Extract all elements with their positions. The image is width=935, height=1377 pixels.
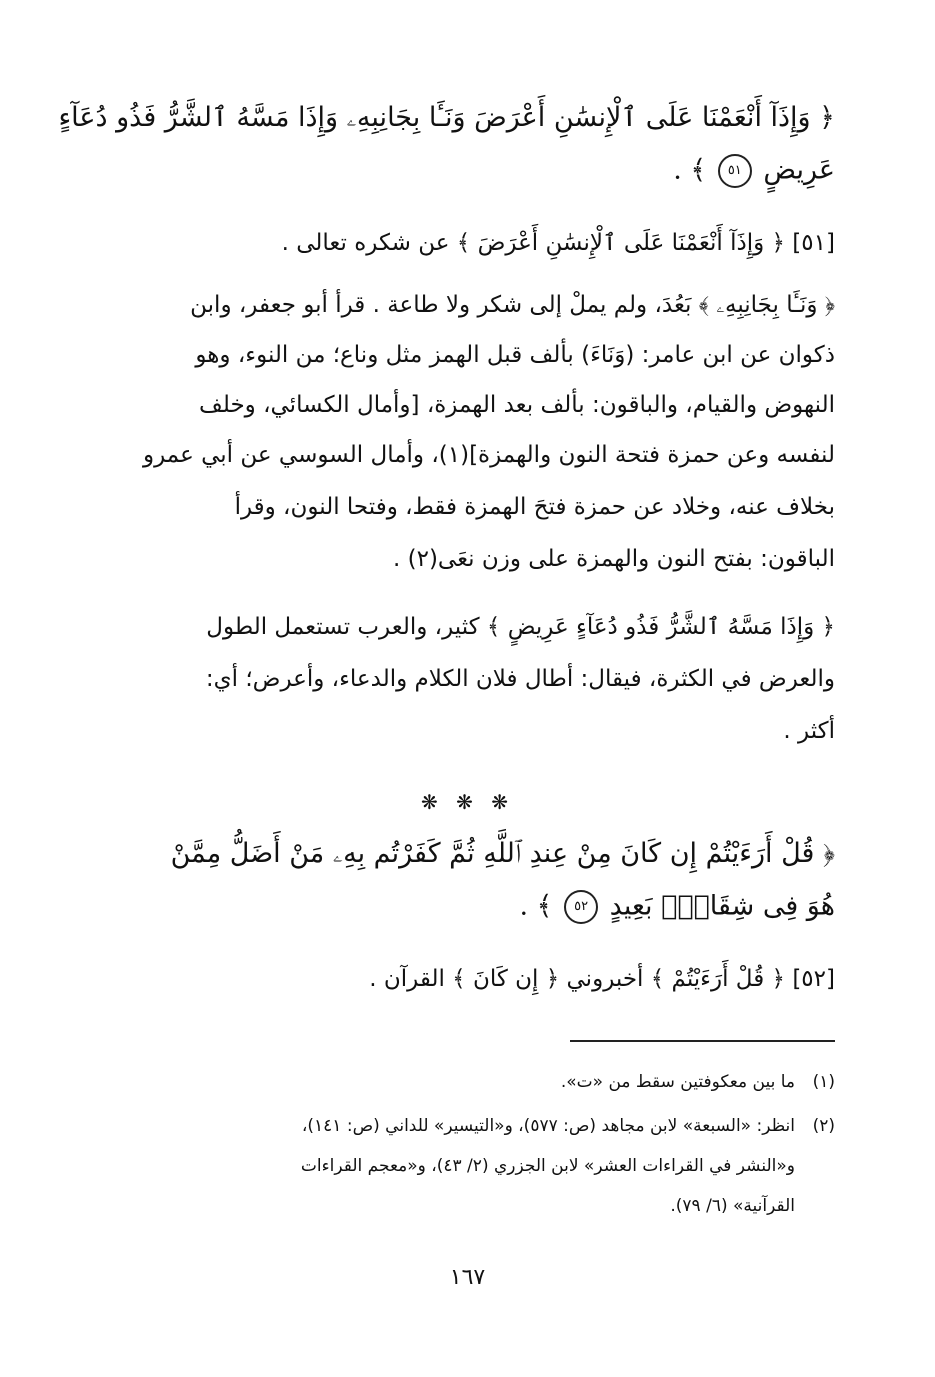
verse-number-52: ٥٢ [564,890,598,924]
quran-verse-51-line-2 [673,154,835,188]
section-separator: ❋ ❋ ❋ [421,790,514,814]
commentary-51-line-6: بخلاف عنه، وخلاد عن حمزة فتحَ الهمزة فقط، وفتحا النون، وقرأ [234,494,835,520]
footnote-1-number: (١) [812,1072,835,1092]
commentary-52-line-1: [٥٢] ﴿ قُلْ أَرَءَيْتُمْ ﴾ أخبروني ﴿ إِن كَانَ ﴾ القرآن . [369,966,835,992]
quran-verse-52-line-2 [519,890,835,924]
footnote-1 [561,1072,835,1092]
commentary-51-line-4: النهوض والقيام، والباقون: بألف بعد الهمزة، [وأمال الكسائي، وخلف [199,392,835,418]
commentary-51-line-8: ﴿ وَإِذَا مَسَّهُ ٱلشَّرُّ فَذُو دُعَآءٍ عَرِيضٍ ﴾ كثير، والعرب تستعمل الطول [206,614,835,640]
verse-number-51: ٥١ [718,154,752,188]
footnote-2-line-2: و«النشر في القراءات العشر» لابن الجزري (٢/ ٤٣)، و«معجم القراءات [300,1156,795,1176]
commentary-51-line-10: أكثر . [783,718,835,744]
commentary-51-line-9: والعرض في الكثرة، فيقال: أطال فلان الكلام والدعاء، وأعرض؛ أي: [205,666,835,692]
quran-verse-52-line-1: ﴿ قُلْ أَرَءَيْتُمْ إِن كَانَ مِنْ عِندِ ٱللَّهِ ثُمَّ كَفَرْتُم بِهِۦ مَنْ أَضَلُّ مِمَّنْ [170,838,835,869]
quran-verse-51-line-1: ﴿ وَإِذَآ أَنْعَمْنَا عَلَى ٱلْإِنسَٰنِ أَعْرَضَ وَنَـَٔا بِجَانِبِهِۦ وَإِذَا مَسَّهُ ٱلشَّرُّ فَذُو دُعَآءٍ [58,102,835,133]
footnote-2-line-1 [302,1116,835,1136]
commentary-51-line-7: الباقون: بفتح النون والهمزة على وزن نعَى(٢) . [392,546,835,572]
footnote-1-text: ما بين معكوفتين سقط من «ت». [560,1072,795,1092]
commentary-51-line-3: ذكوان عن ابن عامر: (وَنَاءَ) بألف قبل الهمز مثل وناع؛ من النوء، وهو [195,342,835,368]
footnote-2-text-1: انظر: «السبعة» لابن مجاهد (ص: ٥٧٧)، و«التيسير» للداني (ص: ١٤١)، [301,1116,795,1136]
footnote-rule [570,1040,835,1042]
footnote-2-line-3: القرآنية» (٦/ ٧٩). [670,1196,795,1216]
commentary-51-line-5: لنفسه وعن حمزة فتحة النون والهمزة](١)، وأمال السوسي عن أبي عمرو [142,442,835,468]
footnote-2-number: (٢) [812,1116,835,1136]
commentary-51-line-1: [٥١] ﴿ وَإِذَآ أَنْعَمْنَا عَلَى ٱلْإِنسَٰنِ أَعْرَضَ ﴾ عن شكره تعالى . [281,230,835,256]
verse-51-text: عَرِيضٍ [763,154,835,186]
verse-51-end: ﴾ . [673,154,707,186]
verse-52-end: ﴾ . [519,890,553,922]
commentary-51-line-2: ﴿ وَنَـَٔا بِجَانِبِهِۦ ﴾ بَعُدَ، ولم يملْ إلى شكر ولا طاعة . قرأ أبو جعفر، وابن [190,292,835,318]
verse-52-text: هُوَ فِى شِقَاقٍۭ بَعِيدٍ [609,890,835,922]
page-number: ١٦٧ [449,1265,486,1290]
